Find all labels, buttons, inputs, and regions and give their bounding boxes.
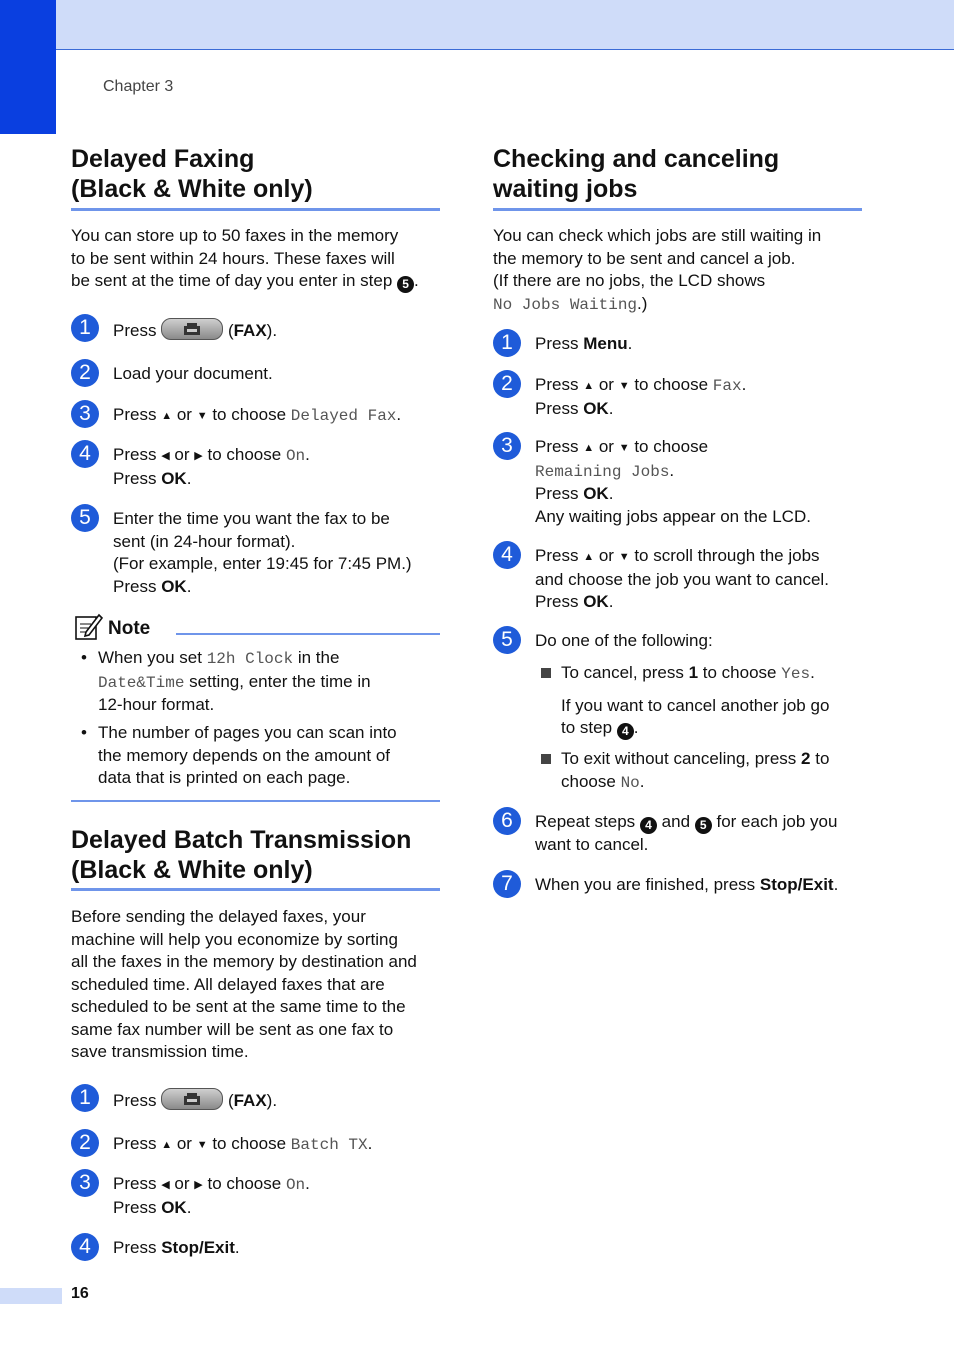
up-arrow-icon: ▲ xyxy=(161,1139,173,1151)
right-arrow-icon: ▶ xyxy=(194,450,203,462)
page-number: 16 xyxy=(71,1285,89,1302)
down-arrow-icon: ▼ xyxy=(618,551,630,563)
fax-button-icon xyxy=(161,1088,223,1110)
chapter-label: Chapter 3 xyxy=(103,78,174,95)
step-number: 4 xyxy=(71,440,99,468)
section-title-checking: Checking and canceling waiting jobs xyxy=(493,145,780,203)
left-arrow-icon: ◀ xyxy=(161,1179,170,1191)
right-arrow-icon: ▶ xyxy=(194,1179,203,1191)
step-number: 7 xyxy=(493,870,521,898)
note-header xyxy=(71,612,440,644)
page-number-bar xyxy=(0,1288,62,1304)
step-number: 3 xyxy=(71,1169,99,1197)
step-number: 2 xyxy=(71,1129,99,1157)
step-ref-icon: 5 xyxy=(695,817,712,834)
down-arrow-icon: ▼ xyxy=(618,380,630,392)
chapter-tab xyxy=(0,0,56,134)
step-ref-icon: 5 xyxy=(397,276,414,293)
step-number: 1 xyxy=(71,1084,99,1112)
step-number: 5 xyxy=(71,504,99,532)
step-number: 4 xyxy=(493,541,521,569)
step-ref-icon: 4 xyxy=(640,817,657,834)
note-pencil-icon xyxy=(74,612,104,642)
left-arrow-icon: ◀ xyxy=(161,450,170,462)
step-number: 4 xyxy=(71,1233,99,1261)
batch-intro: Before sending the delayed faxes, your machine will help you economize by sorting all the faxes in the memory by destination and scheduled time. All delayed faxes that are scheduled to be sent at the same time to the same fax number will be sent as one fax to save transmission time. xyxy=(71,907,417,1061)
step-number: 5 xyxy=(493,626,521,654)
down-arrow-icon: ▼ xyxy=(618,442,630,454)
section-rule xyxy=(71,208,440,211)
up-arrow-icon: ▲ xyxy=(161,410,173,422)
header-band xyxy=(0,0,954,50)
step-number: 1 xyxy=(71,314,99,342)
section-rule xyxy=(71,888,440,891)
square-bullet-icon xyxy=(541,754,551,764)
section-title-delayed-faxing: Delayed Faxing (Black & White only) xyxy=(71,145,313,203)
step-number: 1 xyxy=(493,329,521,357)
step-ref-icon: 4 xyxy=(617,723,634,740)
step-number: 2 xyxy=(71,359,99,387)
step-number: 6 xyxy=(493,807,521,835)
section-title-delayed-batch: Delayed Batch Transmission (Black & White only) xyxy=(71,826,412,884)
note-end-rule xyxy=(71,800,440,802)
section-rule xyxy=(493,208,862,211)
fax-button-icon xyxy=(161,318,223,340)
down-arrow-icon: ▼ xyxy=(196,410,208,422)
step-number: 3 xyxy=(493,432,521,460)
square-bullet-icon xyxy=(541,668,551,678)
delayed-faxing-intro: You can store up to 50 faxes in the memory to be sent within 24 hours. These faxes will be sent at the time of day you enter in step 5 . xyxy=(71,226,419,291)
down-arrow-icon: ▼ xyxy=(196,1139,208,1151)
checking-intro: You can check which jobs are still waiting in the memory to be sent and cancel a job. (If there are no jobs, the LCD shows No Jobs Waiting.) xyxy=(493,226,822,314)
step-number: 3 xyxy=(71,400,99,428)
step-number: 2 xyxy=(493,370,521,398)
up-arrow-icon: ▲ xyxy=(583,551,595,563)
up-arrow-icon: ▲ xyxy=(583,442,595,454)
note-label: Note xyxy=(108,618,151,639)
up-arrow-icon: ▲ xyxy=(583,380,595,392)
